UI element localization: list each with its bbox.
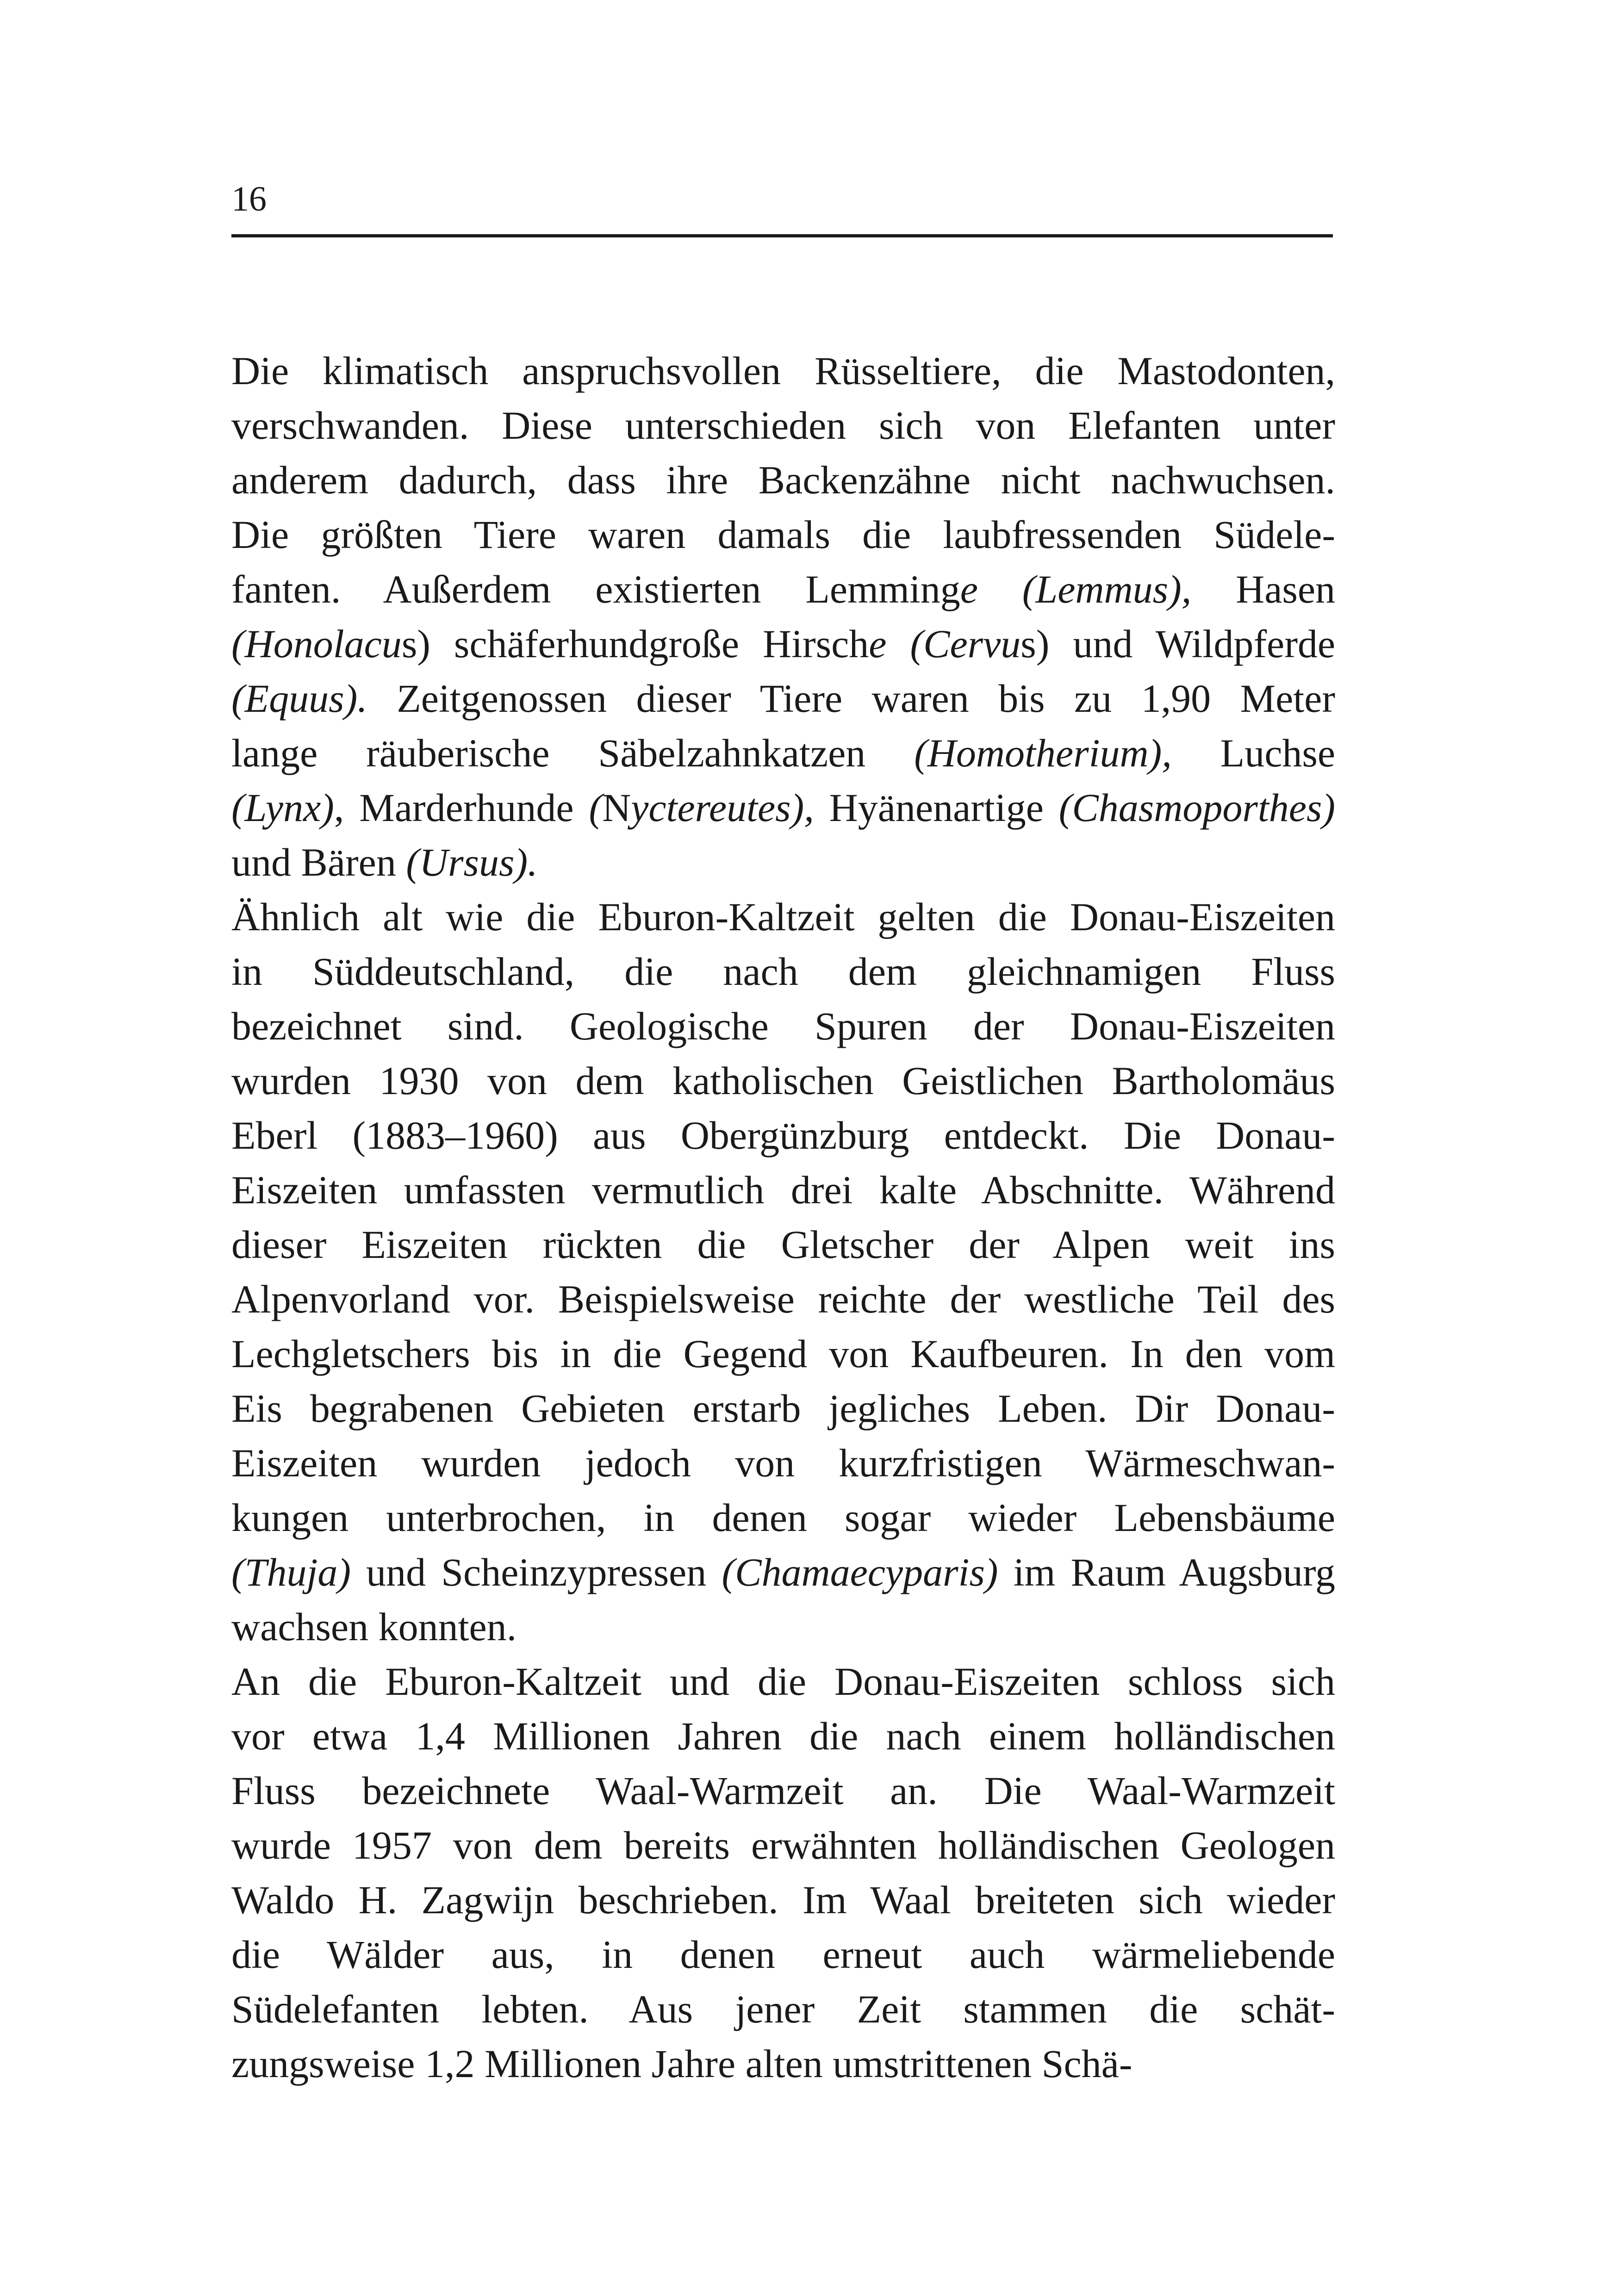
text-segment: Eis begrabenen Gebieten erstarb jegliches Leben. Dir Donau- — [231, 1386, 1335, 1431]
text-line — [231, 1599, 1335, 1654]
text-line — [231, 1709, 1335, 1763]
text-segment: , Marderhunde — [334, 785, 589, 830]
text-line — [231, 1818, 1335, 1873]
italic-text: e (Cervu — [869, 622, 1021, 666]
text-line — [231, 1545, 1335, 1599]
text-line — [231, 1272, 1335, 1326]
text-segment: Waldo H. Zagwijn beschrieben. Im Waal breiteten sich wieder — [231, 1878, 1335, 1922]
text-line — [231, 999, 1335, 1053]
text-line — [231, 562, 1335, 616]
text-segment: in Süddeutschland, die nach dem gleichnamigen Fluss — [231, 949, 1335, 994]
text-line — [231, 1381, 1335, 1436]
text-segment: lange räuberische Säbelzahnkatzen — [231, 731, 915, 775]
text-line — [231, 343, 1335, 398]
text-segment: Die klimatisch anspruchsvollen Rüsseltiere, die Mastodonten, — [231, 348, 1335, 393]
page-number: 16 — [231, 180, 267, 218]
text-segment: An die Eburon-Kaltzeit und die Donau-Eiszeiten schloss sich — [231, 1659, 1335, 1704]
text-segment: Hyänenartige — [814, 785, 1059, 830]
text-line — [231, 1053, 1335, 1108]
text-line — [231, 726, 1335, 780]
text-segment: anderem dadurch, dass ihre Backenzähne nicht nachwuchsen. — [231, 458, 1335, 502]
italic-text: (Equus). — [231, 676, 367, 721]
text-line — [231, 780, 1335, 835]
text-line — [231, 398, 1335, 453]
italic-text: (Chamaecyparis) — [722, 1550, 998, 1594]
text-line — [231, 507, 1335, 562]
text-line — [231, 1163, 1335, 1217]
text-segment: verschwanden. Diese unterschieden sich von Elefanten unter — [231, 403, 1335, 448]
text-segment: wachsen konnten. — [231, 1605, 517, 1649]
text-segment: Ähnlich alt wie die Eburon-Kaltzeit gelten die Donau-Eiszeiten — [231, 895, 1335, 939]
text-segment: Fluss bezeichnete Waal-Warmzeit an. Die Waal-Warmzeit — [231, 1768, 1335, 1813]
text-segment: und Scheinzypressen — [351, 1550, 722, 1594]
italic-text: (Ursus). — [406, 840, 538, 884]
text-segment: Zeitgenossen dieser Tiere waren bis zu 1,90 Meter — [367, 676, 1335, 721]
body-text — [231, 343, 1335, 2091]
text-segment: wurden 1930 von dem katholischen Geistlichen Bartholomäus — [231, 1058, 1335, 1103]
text-line — [231, 1763, 1335, 1818]
text-line — [231, 453, 1335, 507]
text-line — [231, 1217, 1335, 1272]
text-segment: Lechgletschers bis in die Gegend von Kaufbeuren. In den vom — [231, 1332, 1335, 1376]
text-line — [231, 944, 1335, 999]
text-segment: zungsweise 1,2 Millionen Jahre alten umstrittenen Schä- — [231, 2041, 1133, 2086]
text-line — [231, 1490, 1335, 1545]
text-segment: im Raum Augsburg — [998, 1550, 1335, 1594]
text-segment: Luchse — [1171, 731, 1335, 775]
text-segment: wurde 1957 von dem bereits erwähnten holländischen Geologen — [231, 1823, 1335, 1867]
text-line — [231, 1108, 1335, 1163]
text-segment: Eiszeiten umfassten vermutlich drei kalte Abschnitte. Während — [231, 1168, 1335, 1212]
text-segment: kungen unterbrochen, in denen sogar wieder Lebensbäume — [231, 1495, 1335, 1540]
text-segment: Hasen — [1191, 567, 1336, 611]
italic-text: yctereutes), — [631, 785, 814, 830]
text-line — [231, 616, 1335, 671]
text-segment: Alpenvorland vor. Beispielsweise reichte der westliche Teil des — [231, 1277, 1335, 1321]
text-segment: Eberl (1883–1960) aus Obergünzburg entdeckt. Die Donau- — [231, 1113, 1335, 1157]
text-segment: N — [602, 785, 631, 830]
italic-text: (Lynx) — [231, 785, 334, 830]
italic-text: (Homotherium), — [914, 731, 1172, 775]
text-line — [231, 671, 1335, 726]
text-segment: vor etwa 1,4 Millionen Jahren die nach einem holländischen — [231, 1714, 1335, 1758]
text-segment: bezeichnet sind. Geologische Spuren der Donau-Eiszeiten — [231, 1004, 1335, 1048]
header-rule — [231, 234, 1333, 237]
text-line — [231, 835, 1335, 890]
text-segment: Eiszeiten wurden jedoch von kurzfristigen Wärmeschwan- — [231, 1441, 1335, 1485]
italic-text: e (Lemmus), — [960, 567, 1192, 611]
text-segment: dieser Eiszeiten rückten die Gletscher der Alpen weit ins — [231, 1222, 1335, 1267]
text-segment: und Bären — [231, 840, 406, 884]
italic-text: (Chasmoporthes) — [1058, 785, 1335, 830]
text-segment: Südelefanten lebten. Aus jener Zeit stammen die schät- — [231, 1987, 1335, 2031]
italic-text: ( — [589, 785, 603, 830]
text-line — [231, 1654, 1335, 1709]
text-line — [231, 1436, 1335, 1490]
text-line — [231, 1326, 1335, 1381]
text-line — [231, 1873, 1335, 1927]
text-segment: s) und Wildpferde — [1021, 622, 1336, 666]
text-segment: fanten. Außerdem existierten Lemming — [231, 567, 960, 611]
italic-text: (Thuja) — [231, 1550, 351, 1594]
text-line — [231, 890, 1335, 944]
text-segment: s) schäferhundgroße Hirsch — [401, 622, 869, 666]
text-segment: Die größten Tiere waren damals die laubfressenden Südele- — [231, 512, 1335, 557]
italic-text: (Honolacu — [231, 622, 402, 666]
text-line — [231, 1927, 1335, 1982]
text-segment: die Wälder aus, in denen erneut auch wärmeliebende — [231, 1932, 1335, 1977]
text-line — [231, 2036, 1335, 2091]
text-line — [231, 1982, 1335, 2036]
